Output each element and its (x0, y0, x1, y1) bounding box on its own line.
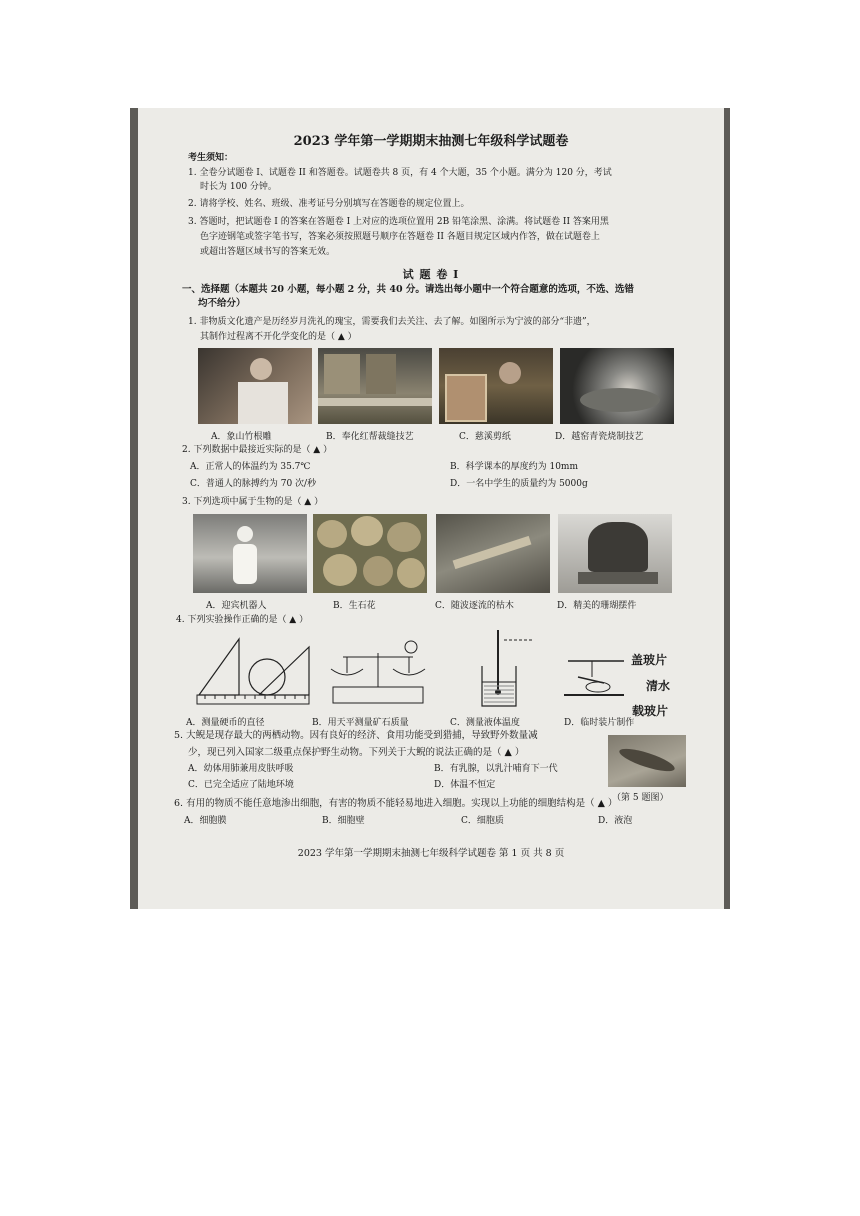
question-5-option-b: B．有乳腺，以乳汁哺育下一代 (434, 764, 558, 774)
question-2-option-c: C．普通人的脉搏约为 70 次/秒 (190, 479, 317, 489)
question-5-figure-caption: （第 5 题图） (612, 793, 669, 803)
celadon-firing-photo (560, 348, 674, 424)
question-4-option-c: C．测量液体温度 (450, 718, 520, 728)
clear-water-label: 清水 (646, 679, 671, 693)
question-4-option-a: A．测量硬币的直径 (186, 718, 265, 728)
question-1-stem-cont: 其制作过程离不开化学变化的是（ ▲ ） (200, 332, 357, 342)
exam-title: 2023 学年第一学期期末抽测七年级科学试题卷 (293, 134, 569, 149)
notice-line: 时长为 100 分钟。 (200, 182, 277, 192)
part-one-heading-cont: 均不给分） (198, 298, 246, 309)
notice-line: 1. 全卷分试题卷 I、试题卷 II 和答题卷。试题卷共 8 页，有 4 个大题，35 个小题。满分为 120 分，考试 (188, 168, 612, 178)
question-3-option-c: C．随波逐流的枯木 (435, 601, 514, 611)
slide-preparation-diagram (558, 653, 628, 701)
question-5-stem: 5. 大鲵是现存最大的两栖动物。因有良好的经济、食用功能受到猎捕，导致野外数量减 (174, 730, 538, 741)
question-2-option-d: D．一名中学生的质量约为 5000g (450, 479, 588, 489)
robot-photo (193, 514, 307, 593)
question-5-option-a: A．幼体用肺兼用皮肤呼吸 (188, 764, 294, 774)
lithops-photo (313, 514, 427, 593)
paper-cutting-photo (439, 348, 553, 424)
coral-photo (558, 514, 672, 593)
notice-line: 2. 请将学校、姓名、班级、准考证号分别填写在答题卷的规定位置上。 (188, 199, 470, 209)
giant-salamander-photo (608, 735, 686, 787)
question-6-option-c: C．细胞质 (461, 816, 504, 826)
notice-line: 3. 答题时，把试题卷 I 的答案在答题卷 I 上对应的选项位置用 2B 铅笔涂黑、涂满。将试题卷 II 答案用黑 (188, 217, 609, 227)
question-5-option-c: C．已完全适应了陆地环境 (188, 780, 294, 790)
question-6-option-d: D．液泡 (598, 816, 633, 826)
question-3-option-b: B．生石花 (333, 601, 376, 611)
question-3-stem: 3. 下列选项中属于生物的是（ ▲ ） (182, 497, 324, 507)
question-6-stem: 6. 有用的物质不能任意地渗出细胞，有害的物质不能轻易地进入细胞。实现以上功能的细胞结构是（ ▲ ） (174, 798, 618, 809)
thermometer-beaker-diagram (468, 626, 548, 712)
question-5-stem-cont: 少，现已列入国家二级重点保护野生动物。下列关于大鲵的说法正确的是（ ▲ ） (188, 747, 525, 758)
question-1-option-a: A．象山竹根雕 (211, 432, 272, 442)
notice-line: 色字迹钢笔或签字笔书写，答案必须按照题号顺序在答题卷 II 各题目规定区域内作答，做在试题卷上 (200, 232, 600, 242)
question-5-option-d: D．体温不恒定 (434, 780, 496, 790)
part-one-heading: 一、选择题（本题共 20 小题，每小题 2 分，共 40 分。请选出每小题中一个符合题意的选项，不选、选错 (182, 284, 634, 295)
question-2-option-a: A．正常人的体温约为 35.7℃ (190, 462, 311, 472)
page-footer: 2023 学年第一学期期末抽测七年级科学试题卷 第 1 页 共 8 页 (297, 848, 565, 859)
glass-slide-label: 载玻片 (632, 704, 669, 718)
exam-sheet (138, 108, 724, 909)
question-4-stem: 4. 下列实验操作正确的是（ ▲ ） (176, 615, 309, 625)
question-2-option-b: B．科学课本的厚度约为 10mm (450, 462, 578, 472)
document-photo (130, 108, 730, 909)
question-1-option-c: C．慈溪剪纸 (459, 432, 511, 442)
bamboo-carving-photo (198, 348, 312, 424)
question-4-option-d: D．临时装片制作 (564, 718, 635, 728)
section-title: 试 题 卷 I (402, 268, 460, 281)
question-2-stem: 2. 下列数据中最接近实际的是（ ▲ ） (182, 445, 333, 455)
question-1-option-d: D．越窑青瓷烧制技艺 (555, 432, 644, 442)
question-4-option-b: B．用天平测量矿石质量 (312, 718, 409, 728)
question-3-option-d: D．精美的珊瑚摆件 (557, 601, 637, 611)
question-1-option-b: B．奉化红帮裁缝技艺 (326, 432, 414, 442)
question-3-option-a: A．迎宾机器人 (206, 601, 267, 611)
question-6-option-a: A．细胞膜 (184, 816, 227, 826)
cover-slip-label: 盖玻片 (631, 653, 668, 667)
question-1-stem: 1. 非物质文化遗产是历经岁月洗礼的瑰宝，需要我们去关注、去了解。如图所示为宁波的部分“非遗”， (188, 317, 596, 327)
notice-line: 或超出答题区域书写的答案无效。 (200, 247, 336, 257)
ruler-triangles-diagram (193, 633, 313, 711)
driftwood-photo (436, 514, 550, 593)
balance-diagram (323, 633, 433, 711)
question-6-option-b: B．细胞壁 (322, 816, 365, 826)
tailoring-photo (318, 348, 432, 424)
notice-heading: 考生须知： (188, 153, 234, 163)
